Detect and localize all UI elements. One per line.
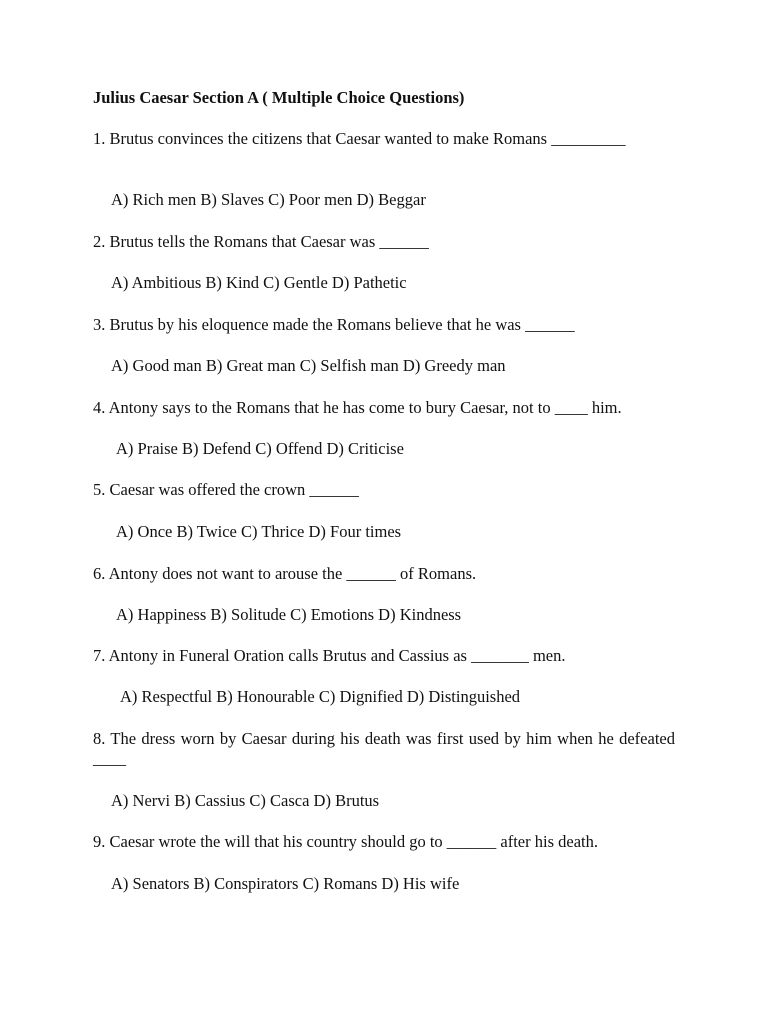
- question-9-options: A) Senators B) Conspirators C) Romans D) His wife: [111, 874, 460, 893]
- question-6-options: A) Happiness B) Solitude C) Emotions D) Kindness: [116, 605, 462, 624]
- question-3: 3. Brutus by his eloquence made the Romans believe that he was ______: [93, 315, 575, 334]
- question-9: 9. Caesar wrote the will that his country should go to ______ after his death.: [93, 832, 598, 851]
- question-7-options: A) Respectful B) Honourable C) Dignified D) Distinguished: [120, 687, 521, 706]
- question-5-options: A) Once B) Twice C) Thrice D) Four times: [116, 522, 402, 541]
- question-3-options: A) Good man B) Great man C) Selfish man D) Greedy man: [111, 356, 506, 375]
- question-6: 6. Antony does not want to arouse the ______ of Romans.: [93, 564, 477, 583]
- question-8: 8. The dress worn by Caesar during his death was first used by him when he defeated ____: [93, 729, 675, 768]
- question-5: 5. Caesar was offered the crown ______: [93, 480, 359, 499]
- document-title: Julius Caesar Section A ( Multiple Choice Questions): [93, 88, 465, 107]
- question-4-options: A) Praise B) Defend C) Offend D) Criticise: [116, 439, 404, 458]
- question-4: 4. Antony says to the Romans that he has come to bury Caesar, not to ____ him.: [93, 398, 622, 417]
- question-1: 1. Brutus convinces the citizens that Caesar wanted to make Romans _________: [93, 129, 626, 148]
- question-1-options: A) Rich men B) Slaves C) Poor men D) Beggar: [111, 190, 426, 209]
- question-7: 7. Antony in Funeral Oration calls Brutus and Cassius as _______ men.: [93, 646, 566, 665]
- question-8-options: A) Nervi B) Cassius C) Casca D) Brutus: [111, 791, 380, 810]
- question-2-options: A) Ambitious B) Kind C) Gentle D) Pathetic: [111, 273, 407, 292]
- question-2: 2. Brutus tells the Romans that Caesar was ______: [93, 232, 429, 251]
